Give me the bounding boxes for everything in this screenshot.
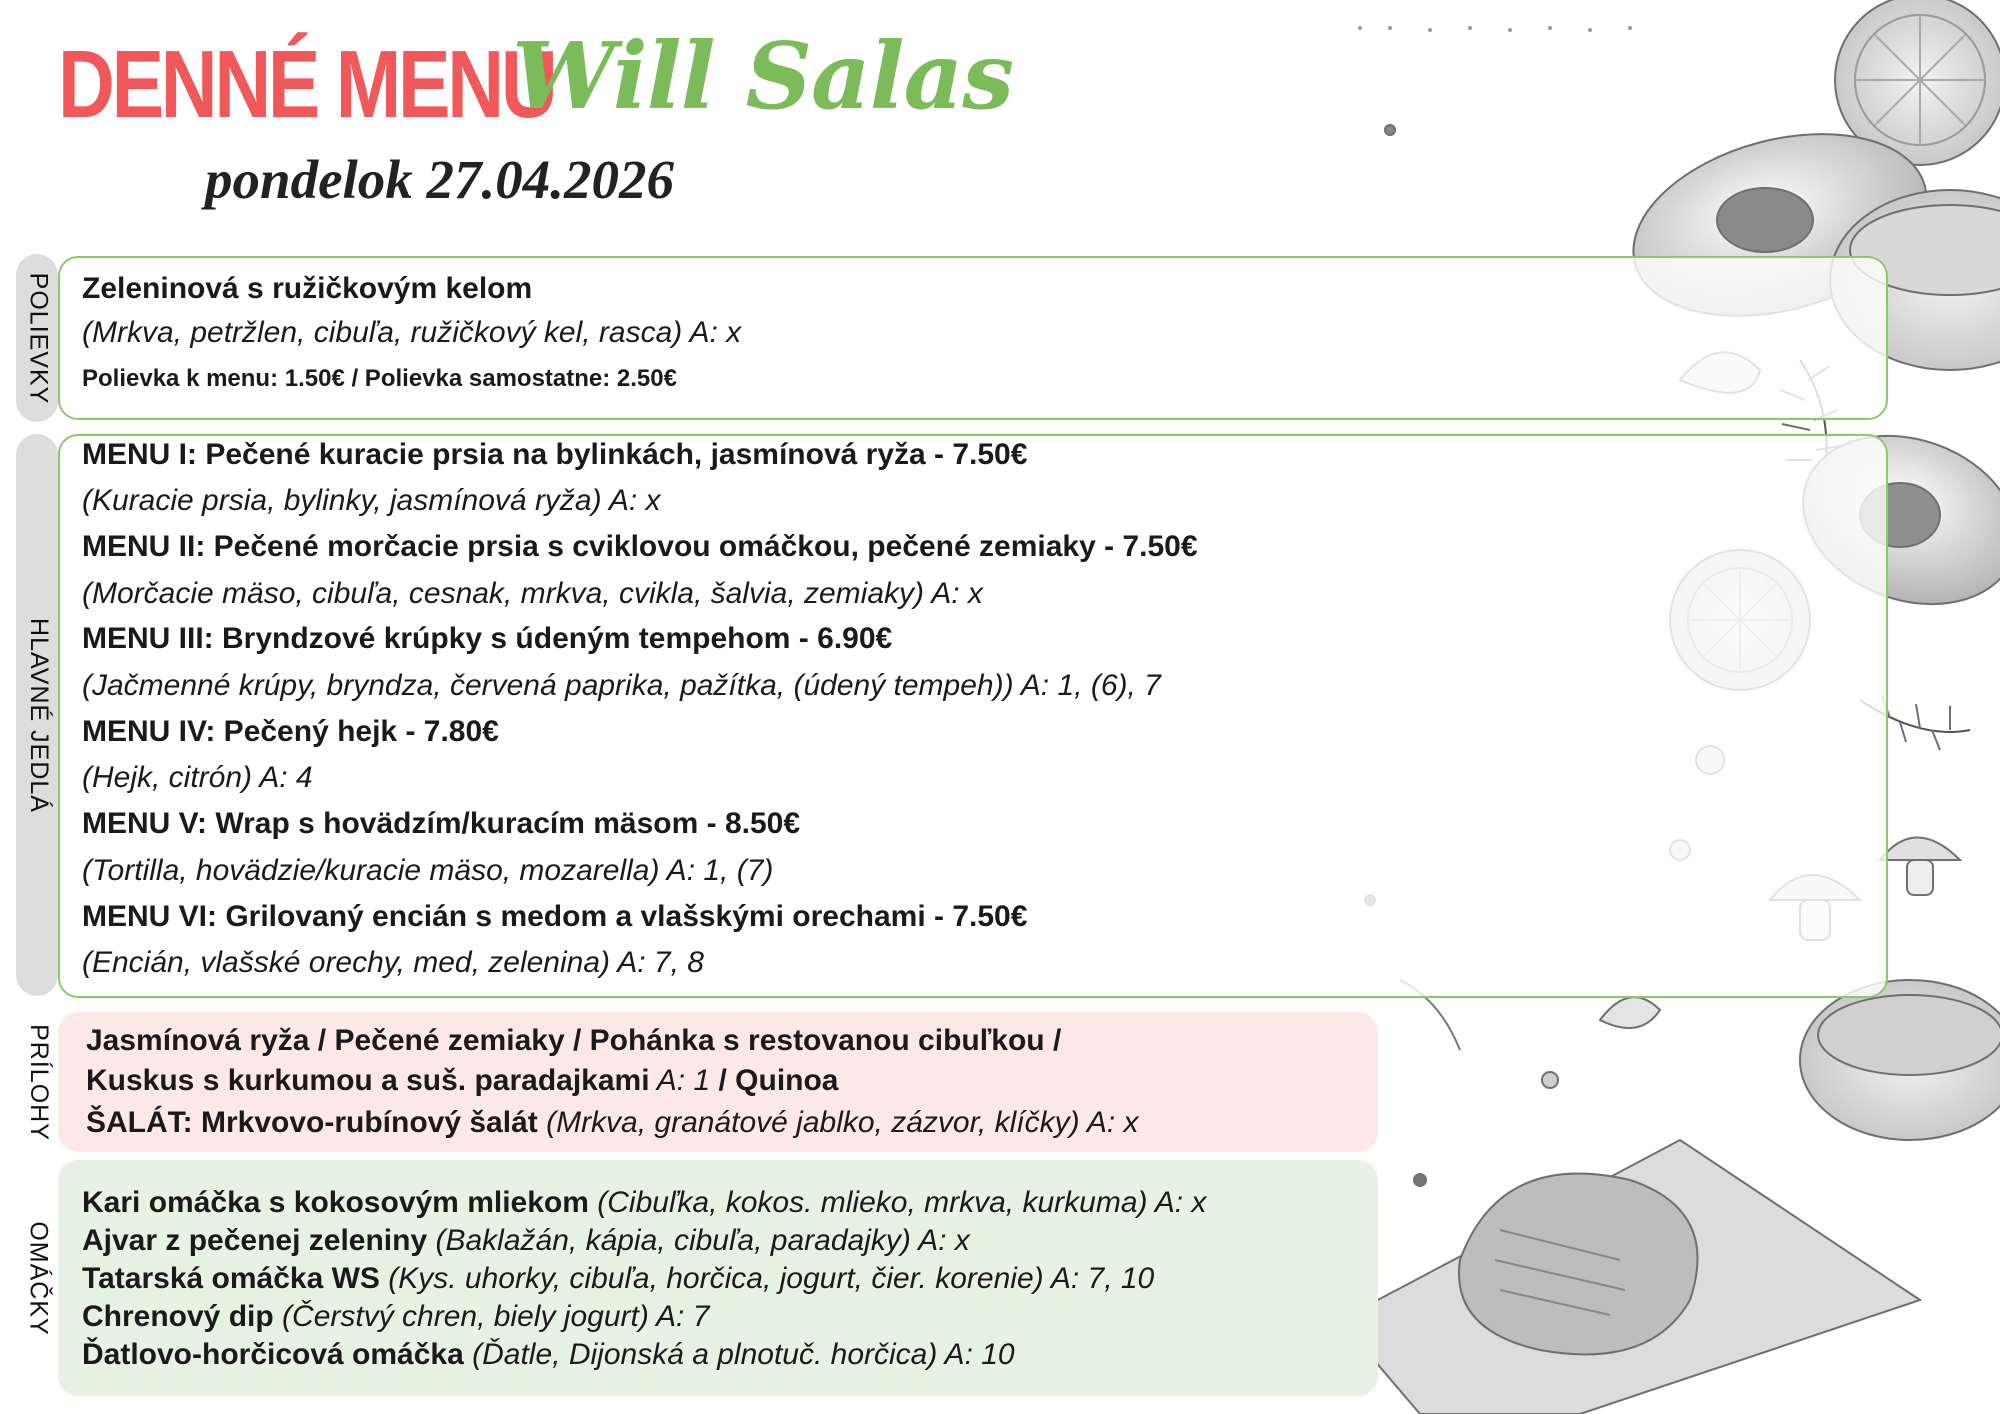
menu-page: DENNÉ MENU Will Salas pondelok 27.04.2026 POLIEVKY Zeleninová s ružičkovým kelom (Mrkva, petržlen, cibuľa, ružičkový kel, rasca) A: x Polievka k menu: 1.50€ / Polievka samostatne: 2.50€ HLAVNÉ JEDLÁ MENU I: Pečené kuracie prsia na bylinkách, jasmínová ryža - 7.50€ (Kuracie prsia, bylinky, jasmínová ryža) A: x MENU II: Pečené morčacie prsia s cviklovou omáčkou, pečené zemiaky - 7.50€ (Morčacie mäso, cibuľa, cesnak, mrkva, cvikla, šalvia, zemiaky) A: x MENU III: Bryndzové krúpky s údeným tempehom - 6.90€ (Jačmenné krúpy, bryndza, červená paprika, pažítka, (údený tempeh)) A: 1, (6), 7 MENU IV: Pečený hejk - 7.80€ (Hejk, citrón) A: 4 MENU V: Wrap s hovädzím/kuracím mäsom - 8.50€ (Tortilla, hovädzie/kuracie mäso, mozarella) A: 1, (7) MENU VI: Grilovaný encián s medom a vlašskými orechami - 7.50€ (Encián, vlašské orechy, med, zelenina) A: 7, 8 PRÍLOHY Jasmínová ryža / Pečené zemiaky / Pohánka s restovanou cibuľkou / Kuskus s kurkumou a suš. paradajkami A: 1 / Quinoa ŠALÁT: Mrkvovo-rubínový šalát (Mrkva, granátové jablko, zázvor, klíčky) A: x OMÁČKY Kari omáčka s kokosovým mliekom (Cibuľka, kokos. mlieko, mrkva, kurkuma) A: x Ajvar z pečenej zeleniny (Baklažán, kápia, cibuľa, paradajky) A: x Tatarská omáčka WS (Kys. uhorky, cibuľa, horčica, jogurt, čier. korenie) A: 7, 10 Chrenový dip (Čerstvý chren, biely jogurt) A: 7 Ďatlovo-horčicová omáčka (Ďatle, Dijonská a plnotuč. horčica) A: 10 [0, 0, 2000, 1414]
sauce-item: Ajvar z pečenej zeleniny (Baklažán, kápia, cibuľa, paradajky) A: x [82, 1224, 970, 1257]
sauce-item: Kari omáčka s kokosovým mliekom (Cibuľka, kokos. mlieko, mrkva, kurkuma) A: x [82, 1186, 1207, 1219]
salad-line: ŠALÁT: Mrkvovo-rubínový šalát (Mrkva, granátové jablko, zázvor, klíčky) A: x [86, 1106, 1139, 1139]
menu-item-title: MENU III: Bryndzové krúpky s údeným tempehom - 6.90€ [82, 622, 893, 655]
soup-ingredients: (Mrkva, petržlen, cibuľa, ružičkový kel, rasca) A: x [82, 316, 742, 349]
soup-name: Zeleninová s ružičkovým kelom [82, 272, 533, 305]
menu-item-title: MENU I: Pečené kuracie prsia na bylinkách, jasmínová ryža - 7.50€ [82, 438, 1028, 471]
menu-item-title: MENU II: Pečené morčacie prsia s cviklovou omáčkou, pečené zemiaky - 7.50€ [82, 530, 1198, 563]
menu-item-title: MENU VI: Grilovaný encián s medom a vlašskými orechami - 7.50€ [82, 900, 1028, 933]
menu-item-ingredients: (Kuracie prsia, bylinky, jasmínová ryža) A: x [82, 484, 661, 517]
menu-item-ingredients: (Encián, vlašské orechy, med, zelenina) A: 7, 8 [82, 946, 704, 979]
menu-title: DENNÉ MENU [58, 31, 555, 138]
menu-item-ingredients: (Morčacie mäso, cibuľa, cesnak, mrkva, cvikla, šalvia, zemiaky) A: x [82, 577, 983, 610]
soup-price-note: Polievka k menu: 1.50€ / Polievka samostatne: 2.50€ [82, 365, 677, 392]
brand-logo: Will Salas [512, 22, 1013, 130]
menu-item-ingredients: (Jačmenné krúpy, bryndza, červená paprika, pažítka, (údený tempeh)) A: 1, (6), 7 [82, 669, 1161, 702]
menu-date: pondelok 27.04.2026 [205, 149, 675, 210]
sides-line: Kuskus s kurkumou a suš. paradajkami A: 1 / Quinoa [86, 1064, 839, 1097]
sauce-item: Tatarská omáčka WS (Kys. uhorky, cibuľa, horčica, jogurt, čier. korenie) A: 7, 10 [82, 1262, 1155, 1295]
menu-item-ingredients: (Tortilla, hovädzie/kuracie mäso, mozarella) A: 1, (7) [82, 854, 774, 887]
sides-line: Jasmínová ryža / Pečené zemiaky / Pohánka s restovanou cibuľkou / [86, 1024, 1062, 1057]
menu-item-ingredients: (Hejk, citrón) A: 4 [82, 761, 313, 794]
steak-icon [1459, 1174, 1698, 1355]
menu-item-title: MENU V: Wrap s hovädzím/kuracím mäsom - 8.50€ [82, 807, 801, 840]
sauce-item: Chrenový dip (Čerstvý chren, biely jogurt) A: 7 [82, 1300, 710, 1333]
sauce-item: Ďatlovo-horčicová omáčka (Ďatle, Dijonská a plnotuč. horčica) A: 10 [82, 1338, 1015, 1371]
menu-item-title: MENU IV: Pečený hejk - 7.80€ [82, 715, 499, 748]
